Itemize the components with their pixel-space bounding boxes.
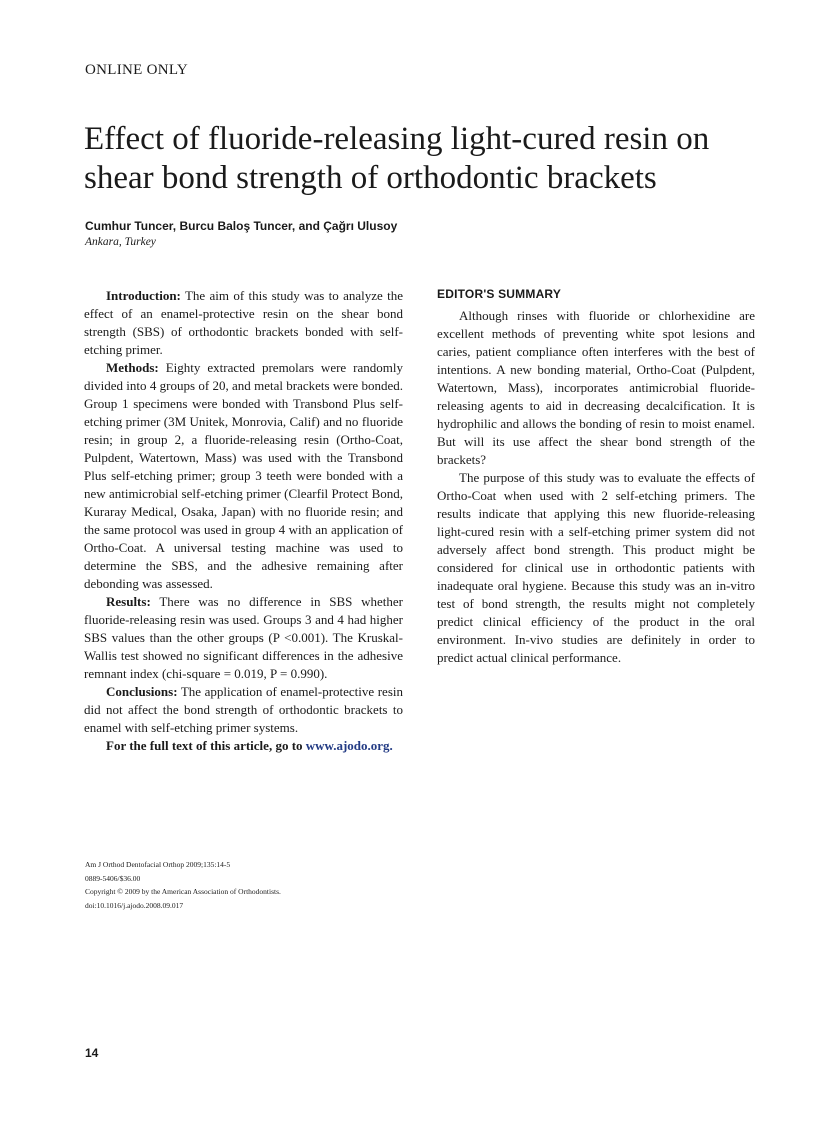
results-text: There was no difference in SBS whether fluoride-releasing resin was used. Groups 3 and 4 had higher SBS values than the other groups (P <0.001). The Kruskal-Wallis test showed no significant differences in the adhesive remnant index (chi-square = 0.019, P = 0.990). bbox=[84, 594, 403, 681]
introduction-label: Introduction: bbox=[106, 288, 181, 303]
methods-label: Methods: bbox=[106, 360, 159, 375]
author-affiliation: Ankara, Turkey bbox=[85, 236, 156, 248]
introduction-text: The aim of this study was to analyze the effect of an enamel-protective resin on the shear bond strength (SBS) of orthodontic brackets bonded with self-etching primer. bbox=[84, 288, 403, 357]
methods-text: Eighty extracted premolars were randomly divided into 4 groups of 20, and metal brackets were bonded. Group 1 specimens were bonded with Transbond Plus self-etching primer (3M Unitek, Monrovia, Calif) and no fluoride resin; in group 2, a fluoride-releasing resin (Ortho-Coat, Pulpdent, Watertown, Mass) was used with the Transbond Plus self-etching primer; group 3 teeth were bonded with a new antimicrobial self-etching primer (Clearfil Protect Bond, Kuraray Medical, Osaka, Japan) with no fluoride resin; and the same protocol was used in group 4 with an application of Ortho-Coat. A universal testing machine was used to determine the SBS, and the adhesive remaining after debonding was assessed. bbox=[84, 360, 403, 591]
fulltext-prefix: For the full text of this article, go to bbox=[106, 738, 303, 753]
section-label: ONLINE ONLY bbox=[85, 62, 189, 78]
abstract-conclusions bbox=[84, 683, 403, 737]
fulltext-note bbox=[84, 737, 403, 755]
editor-summary-paragraph-1: Although rinses with fluoride or chlorhexidine are excellent methods of preventing white spot lesions and caries, patient compliance often interferes with the best of intentions. A new bonding material, Ortho-Coat (Pulpdent, Watertown, Mass), incorporates antimicrobial fluoride-releasing agents to aid in decreasing decalcification. It is hydrophilic and allows the bonding of resin to moist enamel. But will its use affect the shear bond strength of the brackets? bbox=[437, 308, 755, 467]
abstract bbox=[84, 287, 403, 755]
conclusions-text: The application of enamel-protective resin did not affect the bond strength of orthodontic brackets to enamel with self-etching primer systems. bbox=[84, 684, 404, 735]
editor-summary-heading: EDITOR'S SUMMARY bbox=[437, 287, 562, 301]
conclusions-label: Conclusions: bbox=[106, 684, 178, 699]
editor-summary-paragraph-2: The purpose of this study was to evaluate the effects of Ortho-Coat when used with 2 self-etching primers. The results indicate that applying this new fluoride-releasing light-cured resin with a self-etching primer system did not adversely affect bond strength. This product might be considered for clinical use in orthodontic patients with inadequate oral hygiene. Because this study was an in-vitro test of bond strength, the results might not completely predict clinical efficiency of the product in the oral environment. In-vivo studies are definitely in order to predict actual clinical performance. bbox=[437, 470, 755, 665]
copyright-line: Copyright © 2009 by the American Association of Orthodontists. bbox=[85, 887, 281, 896]
page-number: 14 bbox=[85, 1046, 99, 1060]
abstract-results bbox=[84, 593, 403, 683]
author-list: Cumhur Tuncer, Burcu Baloş Tuncer, and Çağrı Ulusoy bbox=[85, 219, 398, 233]
article-title: Effect of fluoride-releasing light-cured resin on shear bond strength of orthodontic brackets bbox=[84, 121, 710, 196]
editor-summary bbox=[437, 287, 755, 667]
abstract-methods bbox=[84, 359, 403, 593]
citation-block bbox=[85, 858, 281, 912]
price-code: 0889-5406/$36.00 bbox=[85, 873, 141, 883]
doi-line: doi:10.1016/j.ajodo.2008.09.017 bbox=[85, 900, 184, 910]
results-label: Results: bbox=[106, 594, 151, 609]
abstract-introduction bbox=[84, 287, 403, 359]
ajodo-link[interactable]: www.ajodo.org. bbox=[305, 738, 393, 753]
journal-citation: Am J Orthod Dentofacial Orthop 2009;135:14-5 bbox=[85, 860, 231, 869]
